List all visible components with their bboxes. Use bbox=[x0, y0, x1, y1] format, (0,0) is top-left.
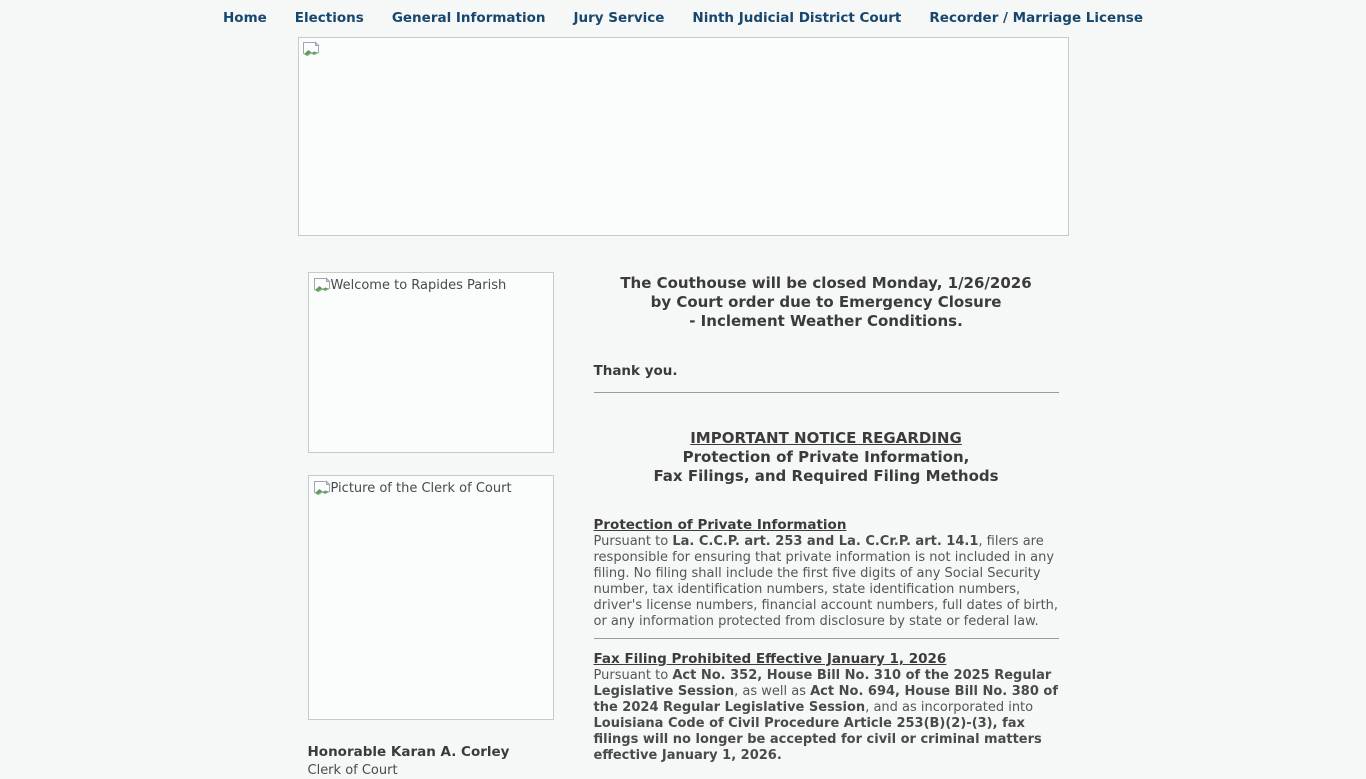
closure-notice-line: - Inclement Weather Conditions. bbox=[689, 312, 963, 330]
divider bbox=[594, 392, 1059, 393]
main-content bbox=[594, 272, 1059, 779]
section-heading: Protection of Private Information bbox=[593, 517, 847, 533]
nav-item-home[interactable]: Home bbox=[223, 10, 267, 26]
section-private-information bbox=[594, 517, 1059, 630]
nav-item-ninth-judicial-district-court[interactable]: Ninth Judicial District Court bbox=[692, 10, 902, 26]
welcome-image-placeholder bbox=[308, 272, 554, 453]
section-heading: Fax Filing Prohibited Effective January 1, 2026 bbox=[593, 651, 947, 667]
banner-image-placeholder bbox=[298, 37, 1069, 236]
welcome-image-alt-row bbox=[313, 277, 549, 300]
section-paragraph: Pursuant to La. C.C.P. art. 253 and La. C.Cr.P. art. 14.1, filers are responsible for ensuring that private information is not included in any filing. No filing shall include the first five digits of any Social Security number, tax identification numbers, state identification numbers, driver's license numbers, financial account numbers, full dates of birth, or any information protected from disclosure by state or federal law. bbox=[593, 534, 1059, 629]
important-notice-subtitle: Protection of Private Information, bbox=[682, 448, 970, 466]
clerk-title: Clerk of Court bbox=[307, 763, 398, 778]
content-row bbox=[298, 272, 1069, 779]
nav-item-recorder-marriage-license[interactable]: Recorder / Marriage License bbox=[929, 10, 1143, 26]
closure-notice-line: by Court order due to Emergency Closure bbox=[650, 293, 1002, 311]
clerk-caption bbox=[308, 744, 554, 779]
divider bbox=[594, 638, 1059, 639]
clerk-photo-alt-text: Picture of the Clerk of Court bbox=[330, 481, 512, 496]
important-notice-title: IMPORTANT NOTICE REGARDING bbox=[690, 429, 962, 447]
nav-item-elections[interactable]: Elections bbox=[294, 10, 364, 26]
nav-item-general-information[interactable]: General Information bbox=[391, 10, 546, 26]
page-container bbox=[298, 37, 1069, 779]
clerk-photo-placeholder bbox=[308, 475, 554, 720]
nav-item-jury-service[interactable]: Jury Service bbox=[573, 10, 665, 26]
section-paragraph: Pursuant to Act No. 352, House Bill No. 310 of the 2025 Regular Legislative Session, as well as Act No. 694, House Bill No. 380 of the 2024 Regular Legislative Session, and as incorporated into Louisiana Code of Civil Procedure Article 253(B)(2)-(3), fax filings will no longer be accepted for civil or criminal matters effective January 1, 2026. bbox=[593, 668, 1058, 763]
thank-you-text: Thank you. bbox=[593, 363, 678, 379]
broken-image-icon bbox=[302, 45, 320, 64]
broken-image-icon bbox=[313, 277, 331, 300]
welcome-image-alt-text: Welcome to Rapides Parish bbox=[330, 278, 507, 293]
clerk-name: Honorable Karan A. Corley bbox=[307, 744, 510, 760]
top-navigation bbox=[0, 0, 1366, 37]
closure-notice-line: The Couthouse will be closed Monday, 1/26/2026 bbox=[620, 274, 1032, 292]
closure-notice bbox=[594, 274, 1059, 331]
important-notice-subtitle: Fax Filings, and Required Filing Methods bbox=[653, 467, 999, 485]
important-notice-heading bbox=[594, 429, 1059, 486]
clerk-photo-alt-row bbox=[313, 480, 549, 503]
left-column bbox=[308, 272, 554, 779]
section-fax-filing bbox=[594, 651, 1059, 764]
broken-image-icon bbox=[313, 480, 331, 503]
